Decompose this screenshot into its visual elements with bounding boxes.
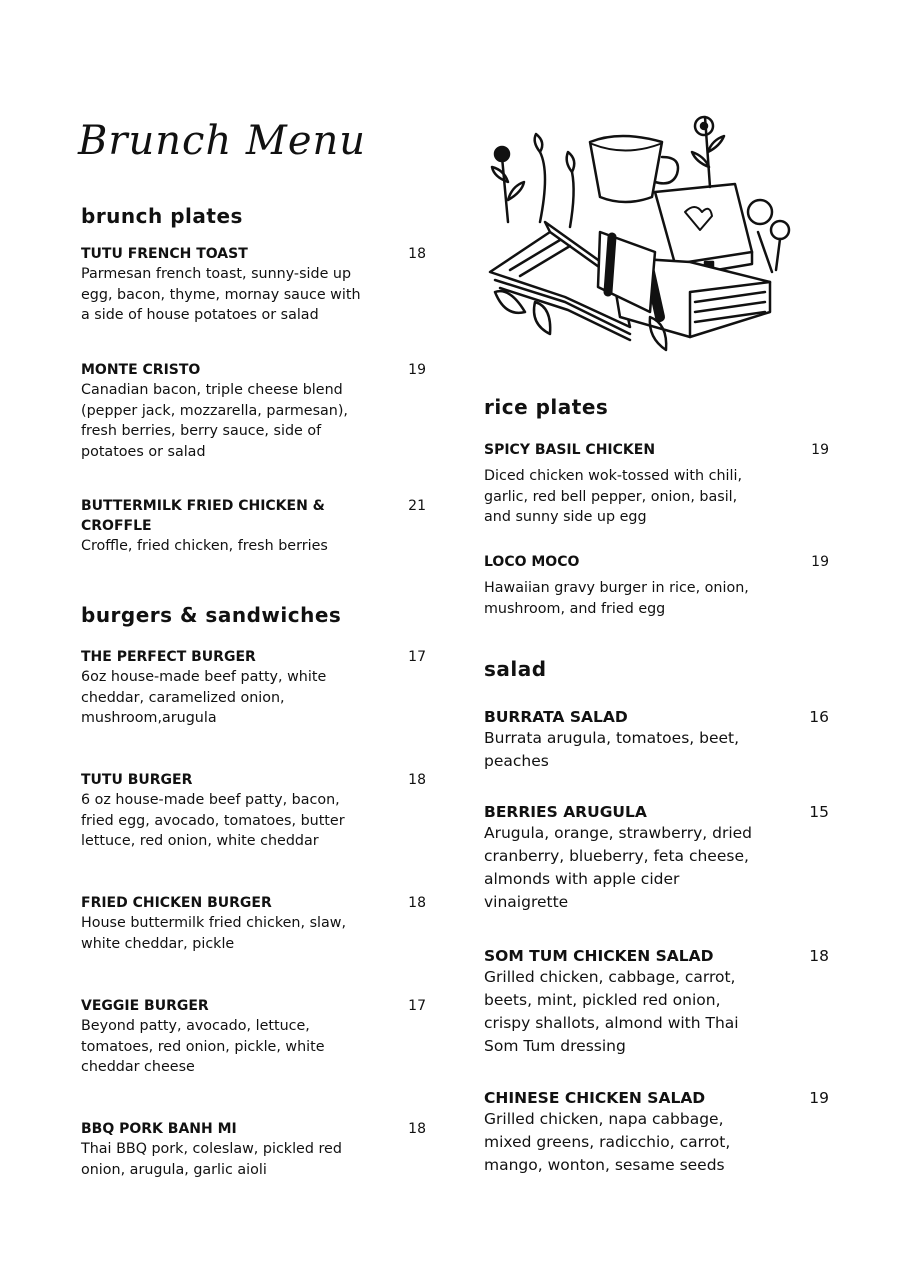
menu-item — [484, 802, 829, 914]
menu-item — [81, 360, 426, 462]
item-description: Canadian bacon, triple cheese blend (pepper jack, mozzarella, parmesan), fresh berries, berry sauce, side of potatoes or salad — [81, 382, 348, 460]
item-name: FRIED CHICKEN BURGER — [81, 895, 272, 911]
item-price: 18 — [809, 947, 829, 965]
item-price: 18 — [408, 246, 426, 262]
item-description: Beyond patty, avocado, lettuce, tomatoes, red onion, pickle, white cheddar cheese — [81, 1018, 325, 1075]
item-name: MONTE CRISTO — [81, 362, 201, 378]
item-description: Burrata arugula, tomatoes, beet, peaches — [484, 729, 740, 770]
menu-item — [81, 496, 426, 557]
item-name: CHINESE CHICKEN SALAD — [484, 1089, 706, 1107]
menu-item — [81, 244, 426, 326]
item-name: SOM TUM CHICKEN SALAD — [484, 947, 714, 965]
section-title-brunch-plates: brunch plates — [81, 204, 243, 228]
item-description: Grilled chicken, cabbage, carrot, beets, mint, pickled red onion, crispy shallots, almond with Thai Som Tum dressing — [484, 968, 739, 1055]
item-description: Diced chicken wok-tossed with chili, garlic, red bell pepper, onion, basil, and sunny side up egg — [484, 468, 742, 525]
books-coffee-flowers-illustration — [480, 112, 800, 362]
item-price: 17 — [408, 649, 426, 665]
item-price: 18 — [408, 1121, 426, 1137]
menu-item — [81, 893, 426, 954]
item-description: 6 oz house-made beef patty, bacon, fried egg, avocado, tomatoes, butter lettuce, red onion, white cheddar — [81, 792, 345, 849]
item-price: 17 — [408, 998, 426, 1014]
item-price: 19 — [408, 362, 426, 378]
item-name: VEGGIE BURGER — [81, 998, 209, 1014]
item-price: 16 — [809, 708, 829, 726]
item-name: SPICY BASIL CHICKEN — [484, 442, 656, 458]
item-price: 19 — [811, 554, 829, 570]
item-name: TUTU BURGER — [81, 772, 193, 788]
item-name: LOCO MOCO — [484, 554, 580, 570]
menu-item — [484, 1088, 829, 1177]
item-description: 6oz house-made beef patty, white cheddar, caramelized onion, mushroom,arugula — [81, 669, 327, 726]
item-name: BURRATA SALAD — [484, 708, 628, 726]
item-name: THE PERFECT BURGER — [81, 649, 256, 665]
section-title-salad: salad — [484, 657, 547, 681]
item-name: TUTU FRENCH TOAST — [81, 246, 248, 262]
item-name: BUTTERMILK FRIED CHICKEN & CROFFLE — [81, 498, 325, 534]
item-description: Hawaiian gravy burger in rice, onion, mushroom, and fried egg — [484, 580, 749, 617]
item-description: House buttermilk fried chicken, slaw, white cheddar, pickle — [81, 915, 347, 952]
item-price: 18 — [408, 895, 426, 911]
item-description: Croffle, fried chicken, fresh berries — [81, 538, 328, 554]
item-description: Parmesan french toast, sunny-side up egg, bacon, thyme, mornay sauce with a side of house potatoes or salad — [81, 266, 361, 323]
item-price: 19 — [809, 1089, 829, 1107]
item-description: Grilled chicken, napa cabbage, mixed greens, radicchio, carrot, mango, wonton, sesame seeds — [484, 1110, 731, 1174]
section-title-rice-plates: rice plates — [484, 395, 609, 419]
menu-item — [81, 996, 426, 1078]
item-description: Arugula, orange, strawberry, dried cranberry, blueberry, feta cheese, almonds with apple cider vinaigrette — [484, 824, 752, 911]
item-description: Thai BBQ pork, coleslaw, pickled red onion, arugula, garlic aioli — [81, 1141, 342, 1178]
item-name: BBQ PORK BANH MI — [81, 1121, 237, 1137]
section-title-burgers: burgers & sandwiches — [81, 603, 342, 627]
item-name: BERRIES ARUGULA — [484, 803, 647, 821]
menu-item — [81, 1119, 426, 1180]
menu-item — [484, 946, 829, 1058]
page-title: Brunch Menu — [78, 118, 367, 164]
menu-item — [484, 552, 829, 619]
menu-item — [484, 440, 829, 528]
item-price: 21 — [408, 498, 426, 514]
item-price: 15 — [809, 803, 829, 821]
item-price: 18 — [408, 772, 426, 788]
menu-item — [81, 770, 426, 852]
menu-item — [484, 707, 829, 773]
item-price: 19 — [811, 442, 829, 458]
menu-item — [81, 647, 426, 729]
